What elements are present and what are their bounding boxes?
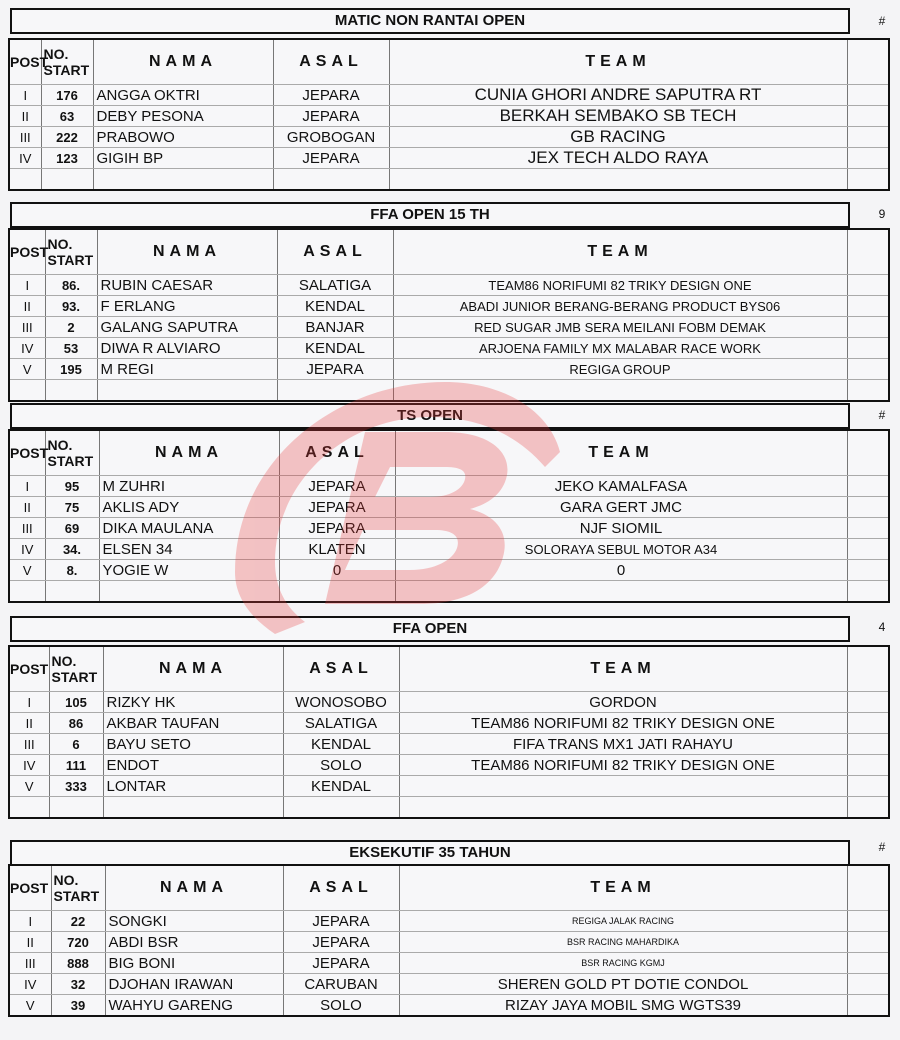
- header-nama: NAMA: [99, 430, 279, 476]
- table-row-empty: [9, 581, 889, 603]
- cell-nama: M ZUHRI: [99, 476, 279, 497]
- cell-blank: [847, 560, 889, 581]
- header-team: TEAM: [399, 646, 847, 692]
- cell-pos: I: [9, 476, 45, 497]
- cell-no: 111: [49, 755, 103, 776]
- header-asal: ASAL: [283, 646, 399, 692]
- cell-team: ABADI JUNIOR BERANG-BERANG PRODUCT BYS06: [393, 296, 847, 317]
- cell-asal: SOLO: [283, 995, 399, 1017]
- cell-nama: PRABOWO: [93, 127, 273, 148]
- cell-team: REGIGA JALAK RACING: [399, 911, 847, 932]
- header-no-start: [41, 39, 93, 85]
- header-no-line2: START: [47, 453, 94, 469]
- cell-blank: [847, 497, 889, 518]
- header-asal: ASAL: [277, 229, 393, 275]
- header-no-start: [51, 865, 105, 911]
- table-header-row: [9, 646, 889, 692]
- cell-no: 195: [45, 359, 97, 380]
- cell-pos: IV: [9, 539, 45, 560]
- cell-pos: IV: [9, 974, 51, 995]
- cell-pos: V: [9, 560, 45, 581]
- cell-nama: DIWA R ALVIARO: [97, 338, 277, 359]
- header-nama: NAMA: [97, 229, 277, 275]
- cell-blank: [847, 275, 889, 296]
- cell-nama: YOGIE W: [99, 560, 279, 581]
- cell-pos: I: [9, 692, 49, 713]
- cell-nama: M REGI: [97, 359, 277, 380]
- cell-team: ARJOENA FAMILY MX MALABAR RACE WORK: [393, 338, 847, 359]
- table-row: [9, 713, 889, 734]
- cell-pos: I: [9, 275, 45, 296]
- table-row: [9, 995, 889, 1017]
- cell-blank: [847, 755, 889, 776]
- section-title: FFA OPEN 15 TH: [10, 202, 850, 228]
- results-table: [8, 38, 890, 191]
- cell-team: RED SUGAR JMB SERA MEILANI FOBM DEMAK: [393, 317, 847, 338]
- cell-pos: III: [9, 127, 41, 148]
- cell-no: 86.: [45, 275, 97, 296]
- table-row: [9, 560, 889, 581]
- table-row: [9, 338, 889, 359]
- cell-no: 222: [41, 127, 93, 148]
- header-nama: NAMA: [105, 865, 283, 911]
- cell-asal: WONOSOBO: [283, 692, 399, 713]
- cell-asal: 0: [279, 560, 395, 581]
- cell-blank: [847, 317, 889, 338]
- cell-blank: [847, 359, 889, 380]
- cell-blank: [847, 539, 889, 560]
- header-no-line2: START: [53, 888, 100, 904]
- cell-asal: JEPARA: [283, 911, 399, 932]
- cell-blank: [847, 776, 889, 797]
- cell-blank: [847, 734, 889, 755]
- header-no-line1: NO.: [43, 46, 69, 62]
- cell-no: 86: [49, 713, 103, 734]
- cell-no: 720: [51, 932, 105, 953]
- table-row: [9, 359, 889, 380]
- header-nama: NAMA: [103, 646, 283, 692]
- header-no-start: [49, 646, 103, 692]
- cell-blank: [847, 85, 889, 106]
- header-blank: [847, 865, 889, 911]
- cell-no: 69: [45, 518, 99, 539]
- cell-pos: II: [9, 497, 45, 518]
- cell-nama: SONGKI: [105, 911, 283, 932]
- cell-pos: IV: [9, 338, 45, 359]
- cell-blank: [847, 338, 889, 359]
- cell-team: SHEREN GOLD PT DOTIE CONDOL: [399, 974, 847, 995]
- cell-asal: JEPARA: [279, 518, 395, 539]
- cell-asal: JEPARA: [273, 85, 389, 106]
- cell-pos: I: [9, 911, 51, 932]
- header-no-line2: START: [43, 62, 90, 78]
- header-no-line1: NO.: [47, 236, 73, 252]
- cell-no: 333: [49, 776, 103, 797]
- cell-team: RIZAY JAYA MOBIL SMG WGTS39: [399, 995, 847, 1017]
- cell-team: BSR RACING KGMJ: [399, 953, 847, 974]
- cell-asal: JEPARA: [273, 106, 389, 127]
- cell-team: GARA GERT JMC: [395, 497, 847, 518]
- cell-asal: GROBOGAN: [273, 127, 389, 148]
- cell-blank: [847, 692, 889, 713]
- cell-no: 34.: [45, 539, 99, 560]
- cell-nama: F ERLANG: [97, 296, 277, 317]
- cell-no: 176: [41, 85, 93, 106]
- cell-pos: IV: [9, 148, 41, 169]
- header-no-line2: START: [47, 252, 94, 268]
- cell-pos: III: [9, 953, 51, 974]
- cell-nama: ANGGA OKTRI: [93, 85, 273, 106]
- results-table: [8, 864, 890, 1017]
- table-row: [9, 692, 889, 713]
- cell-blank: [847, 106, 889, 127]
- cell-no: 95: [45, 476, 99, 497]
- cell-pos: III: [9, 734, 49, 755]
- header-pos: POST: [9, 865, 51, 911]
- cell-nama: DEBY PESONA: [93, 106, 273, 127]
- cell-blank: [847, 476, 889, 497]
- cell-no: 123: [41, 148, 93, 169]
- cell-pos: IV: [9, 755, 49, 776]
- results-table: [8, 228, 890, 402]
- cell-no: 22: [51, 911, 105, 932]
- header-no-start: [45, 229, 97, 275]
- cell-no: 63: [41, 106, 93, 127]
- cell-nama: RUBIN CAESAR: [97, 275, 277, 296]
- header-asal: ASAL: [279, 430, 395, 476]
- table-row: [9, 734, 889, 755]
- cell-nama: GALANG SAPUTRA: [97, 317, 277, 338]
- cell-pos: III: [9, 317, 45, 338]
- section-mark: #: [878, 14, 886, 28]
- header-pos: POST: [9, 430, 45, 476]
- cell-team: JEX TECH ALDO RAYA: [389, 148, 847, 169]
- section-mark: 9: [878, 207, 886, 221]
- cell-asal: JEPARA: [279, 497, 395, 518]
- table-row: [9, 974, 889, 995]
- cell-team: [399, 776, 847, 797]
- cell-blank: [847, 713, 889, 734]
- cell-blank: [847, 296, 889, 317]
- cell-blank: [847, 127, 889, 148]
- cell-team: JEKO KAMALFASA: [395, 476, 847, 497]
- table-row: [9, 275, 889, 296]
- header-asal: ASAL: [273, 39, 389, 85]
- header-team: TEAM: [399, 865, 847, 911]
- table-header-row: [9, 430, 889, 476]
- header-asal: ASAL: [283, 865, 399, 911]
- table-row-empty: [9, 169, 889, 191]
- cell-pos: V: [9, 995, 51, 1017]
- header-pos: POST: [9, 39, 41, 85]
- table-row: [9, 539, 889, 560]
- cell-pos: I: [9, 85, 41, 106]
- table-header-row: [9, 865, 889, 911]
- cell-blank: [847, 932, 889, 953]
- table-header-row: [9, 229, 889, 275]
- header-pos: POST: [9, 646, 49, 692]
- cell-nama: BIG BONI: [105, 953, 283, 974]
- cell-no: 53: [45, 338, 97, 359]
- results-table: [8, 645, 890, 819]
- table-row: [9, 106, 889, 127]
- cell-asal: JEPARA: [279, 476, 395, 497]
- table-row: [9, 932, 889, 953]
- cell-asal: JEPARA: [277, 359, 393, 380]
- cell-nama: GIGIH BP: [93, 148, 273, 169]
- cell-pos: V: [9, 359, 45, 380]
- cell-nama: ENDOT: [103, 755, 283, 776]
- cell-pos: V: [9, 776, 49, 797]
- table-row: [9, 148, 889, 169]
- cell-asal: BANJAR: [277, 317, 393, 338]
- cell-team: GB RACING: [389, 127, 847, 148]
- cell-asal: JEPARA: [273, 148, 389, 169]
- cell-nama: WAHYU GARENG: [105, 995, 283, 1017]
- table-row: [9, 317, 889, 338]
- cell-nama: BAYU SETO: [103, 734, 283, 755]
- cell-asal: KENDAL: [283, 734, 399, 755]
- section-mark: 4: [878, 620, 886, 634]
- cell-team: CUNIA GHORI ANDRE SAPUTRA RT: [389, 85, 847, 106]
- section-title: TS OPEN: [10, 403, 850, 429]
- cell-nama: AKLIS ADY: [99, 497, 279, 518]
- header-no-line2: START: [51, 669, 98, 685]
- cell-pos: II: [9, 713, 49, 734]
- cell-asal: SALATIGA: [283, 713, 399, 734]
- header-blank: [847, 39, 889, 85]
- table-row: [9, 911, 889, 932]
- table-row: [9, 497, 889, 518]
- header-blank: [847, 229, 889, 275]
- cell-team: GORDON: [399, 692, 847, 713]
- cell-blank: [847, 518, 889, 539]
- header-team: TEAM: [395, 430, 847, 476]
- table-row: [9, 127, 889, 148]
- cell-pos: II: [9, 932, 51, 953]
- cell-team: REGIGA GROUP: [393, 359, 847, 380]
- header-no-line1: NO.: [47, 437, 73, 453]
- header-nama: NAMA: [93, 39, 273, 85]
- cell-team: 0: [395, 560, 847, 581]
- header-team: TEAM: [389, 39, 847, 85]
- header-blank: [847, 430, 889, 476]
- cell-blank: [847, 953, 889, 974]
- cell-asal: KENDAL: [277, 338, 393, 359]
- cell-team: TEAM86 NORIFUMI 82 TRIKY DESIGN ONE: [399, 755, 847, 776]
- section-mark: #: [878, 840, 886, 854]
- cell-team: BERKAH SEMBAKO SB TECH: [389, 106, 847, 127]
- cell-asal: KENDAL: [283, 776, 399, 797]
- cell-asal: SALATIGA: [277, 275, 393, 296]
- header-no-line1: NO.: [51, 653, 77, 669]
- cell-no: 6: [49, 734, 103, 755]
- table-row-empty: [9, 380, 889, 402]
- table-header-row: [9, 39, 889, 85]
- cell-pos: II: [9, 296, 45, 317]
- section-title: FFA OPEN: [10, 616, 850, 642]
- header-team: TEAM: [393, 229, 847, 275]
- cell-asal: SOLO: [283, 755, 399, 776]
- cell-nama: DJOHAN IRAWAN: [105, 974, 283, 995]
- cell-no: 105: [49, 692, 103, 713]
- table-row: [9, 518, 889, 539]
- table-row: [9, 953, 889, 974]
- cell-nama: ELSEN 34: [99, 539, 279, 560]
- cell-asal: KENDAL: [277, 296, 393, 317]
- table-row: [9, 776, 889, 797]
- cell-asal: JEPARA: [283, 932, 399, 953]
- cell-team: TEAM86 NORIFUMI 82 TRIKY DESIGN ONE: [393, 275, 847, 296]
- cell-nama: RIZKY HK: [103, 692, 283, 713]
- table-row: [9, 476, 889, 497]
- cell-team: TEAM86 NORIFUMI 82 TRIKY DESIGN ONE: [399, 713, 847, 734]
- table-row-empty: [9, 797, 889, 819]
- cell-nama: AKBAR TAUFAN: [103, 713, 283, 734]
- cell-blank: [847, 911, 889, 932]
- cell-no: 888: [51, 953, 105, 974]
- cell-pos: II: [9, 106, 41, 127]
- header-no-line1: NO.: [53, 872, 79, 888]
- cell-team: BSR RACING MAHARDIKA: [399, 932, 847, 953]
- cell-asal: CARUBAN: [283, 974, 399, 995]
- cell-no: 32: [51, 974, 105, 995]
- table-row: [9, 755, 889, 776]
- header-no-start: [45, 430, 99, 476]
- cell-blank: [847, 995, 889, 1017]
- section-title: EKSEKUTIF 35 TAHUN: [10, 840, 850, 866]
- cell-no: 39: [51, 995, 105, 1017]
- table-row: [9, 296, 889, 317]
- cell-nama: DIKA MAULANA: [99, 518, 279, 539]
- cell-no: 8.: [45, 560, 99, 581]
- cell-no: 2: [45, 317, 97, 338]
- cell-blank: [847, 148, 889, 169]
- cell-pos: III: [9, 518, 45, 539]
- table-row: [9, 85, 889, 106]
- results-table: [8, 429, 890, 603]
- header-blank: [847, 646, 889, 692]
- cell-team: NJF SIOMIL: [395, 518, 847, 539]
- cell-blank: [847, 974, 889, 995]
- section-mark: #: [878, 408, 886, 422]
- cell-no: 75: [45, 497, 99, 518]
- cell-team: SOLORAYA SEBUL MOTOR A34: [395, 539, 847, 560]
- cell-nama: ABDI BSR: [105, 932, 283, 953]
- cell-nama: LONTAR: [103, 776, 283, 797]
- cell-asal: KLATEN: [279, 539, 395, 560]
- cell-asal: JEPARA: [283, 953, 399, 974]
- cell-no: 93.: [45, 296, 97, 317]
- header-pos: POST: [9, 229, 45, 275]
- section-title: MATIC NON RANTAI OPEN: [10, 8, 850, 34]
- cell-team: FIFA TRANS MX1 JATI RAHAYU: [399, 734, 847, 755]
